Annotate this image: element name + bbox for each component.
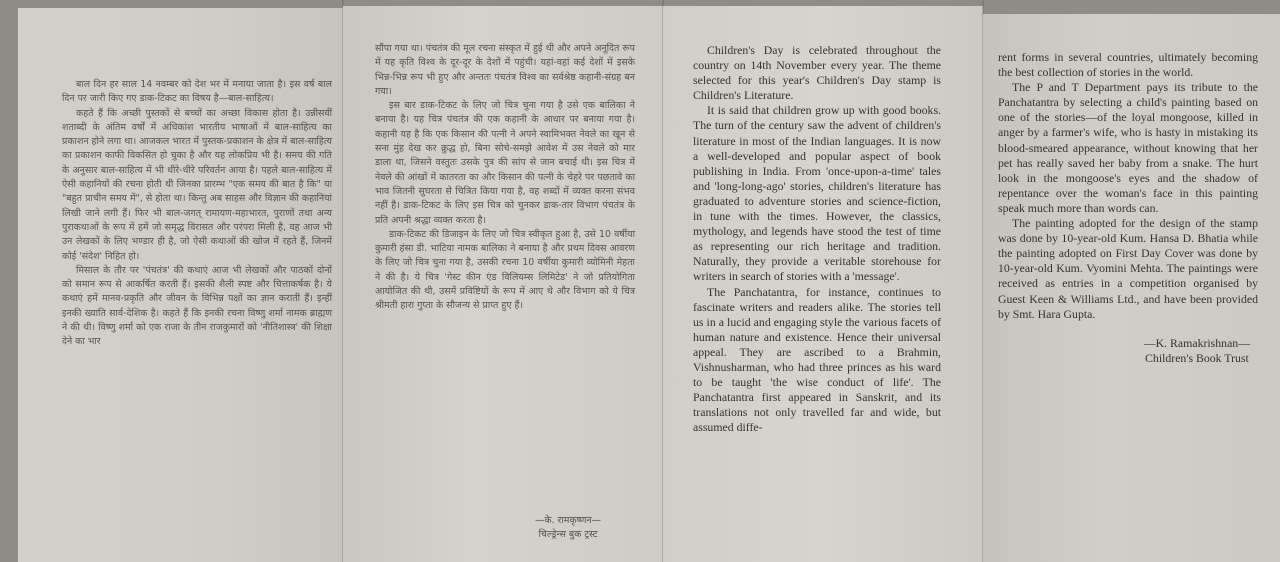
english-left-paragraph: Children's Day is celebrated throughout the country on 14th November every year. The theme selected for this year's Children's Day stamp is Children's Literature.	[693, 43, 941, 103]
english-left-text	[693, 43, 941, 435]
panel-hindi-left	[18, 8, 343, 562]
hindi-right-continuation: सौंपा गया था। पंचतंत्र की मूल रचना संस्कृत में हुई थी और अपने अनूदित रूप में यह कृति विश्व के दूर-दूर के देशों में पहुंची। यहां-वहां कई देशों में इसके भिन्न-भिन्न रूप भी हुए और अन्ततः पंचतंत्र विश्व का सर्वश्रेष्ठ कहानी-संग्रह बन गया।	[375, 43, 635, 97]
english-left-paragraph: It is said that children grow up with good books. The turn of the century saw the advent of children's literature in most of the Indian languages. It is now a well-developed and popular aspect of book publishing in India. From 'once-upon-a-time' tales and 'long-long-ago' stories, children's literature has graduated to adventure stories and science-fiction, in tune with the times. However, the classics, mythology, and legends have stood the test of time as representing our rich heritage and tradition. Naturally, they provide a veritable storehouse for writers in search of stories with a 'message'.	[693, 103, 941, 284]
panel-hindi-right	[343, 6, 663, 562]
english-signature	[998, 336, 1258, 366]
hindi-right-paragraph: इस बार डाक-टिकट के लिए जो चित्र चुना गया है उसे एक बालिका ने बनाया है। यह चित्र पंचतंत्र की एक कहानी के आधार पर बनाया गया है। कहानी यह है कि एक किसान की पत्नी ने अपने स्वामिभक्त नेवले का खून से सना मुंह देख कर क्रुद्ध हो, बिना सोचे-समझे आवेश में उस नेवले को मार डाला था, जिसने वस्तुतः उसके पुत्र की सांप से जान बचाई थी। इस चित्र में नेवले की आंखों में कातरता का और किसान की पत्नी के चेहरे पर पछतावे का भाव जितनी सुघरता से चित्रित किया गया है, वह शब्दों में व्यक्त करना संभव नहीं है। डाक-टिकट के लिए इस चित्र को चुनकर डाक-तार विभाग पंचतंत्र के प्रति अपनी श्रद्धा व्यक्त करता है।	[375, 100, 635, 226]
english-right-continuation: rent forms in several countries, ultimately becoming the best collection of stories in the world.	[998, 50, 1258, 80]
panel-english-left	[663, 6, 983, 562]
hindi-signature	[503, 514, 633, 543]
english-right-paragraph: The painting adopted for the design of the stamp was done by 10-year-old Kum. Hansa D. Bhatia while the painting adopted on First Day Cover was done by 10-year-old Kum. Vyomini Mehta. The paintings were received as entries in a competition organised by Guest Keen & Williams Ltd., and have been provided by Smt. Hara Gupta.	[998, 216, 1258, 321]
hindi-signature-org: चिल्ड्रेन्स बुक ट्रस्ट	[538, 529, 598, 541]
hindi-right-paragraph: डाक-टिकट की डिजाइन के लिए जो चित्र स्वीकृत हुआ है, उसे 10 वर्षीया कुमारी हंसा डी. भाटिया नामक बालिका ने बनाया है और प्रथम दिवस आवरण के लिए जो चित्र चुना गया है, उसकी रचना 10 वर्षीया कुमारी व्योमिनी मेहता ने की है। ये चित्र 'गेस्ट कीन एंड विलियम्स लिमिटेड' ने जो प्रतियोगिता आयोजित की थी, उसमें प्रविष्टियों के रूप में आए थे और विभाग को ये चित्र श्रीमती हारा गुप्ता के सौजन्य से प्राप्त हुए हैं।	[375, 228, 635, 312]
english-signature-org: Children's Book Trust	[1145, 350, 1249, 365]
hindi-left-paragraph: कहते हैं कि अच्छी पुस्तकों से बच्चों का अच्छा विकास होता है। उन्नीसवीं शताब्दी के अंतिम वर्षों में अधिकांश भारतीय भाषाओं में बाल-साहित्य का प्रकाशन होने लगा था। आजकल भारत में पुस्तक-प्रकाशन के क्षेत्र में बाल-साहित्य का प्रकाशन काफी विकसित हो चुका है और यह लोकप्रिय भी है। समय की गति के अनुसार बाल-साहित्य में भी धीरे-धीरे परिवर्तन आया है। पहले बाल-साहित्य में ऐसी कहानियों की रचना होती थी जिनका प्रारम्भ "एक समय की बात है कि" या "बहुत प्राचीन समय में", से होता था। किन्तु अब साहस और विज्ञान की कहानियां लिखी जाने लगी हैं। फिर भी बाल-जगत् रामायण-महाभारत, पुराणों तथा अन्य पुराकथाओं के रूप में हमें जो समृद्ध विरासत और परंपरा मिली है, वह आज भी उन लेखकों के लिए भण्डार ही है, जो ऐसी कथाओं की खोज में रहते हैं, जिनमें कोई 'संदेश' निहित हो।	[62, 107, 332, 262]
hindi-signature-name: —के. रामकृष्णन—	[535, 515, 601, 526]
hindi-left-text	[62, 78, 332, 350]
english-left-paragraph: The Panchatantra, for instance, continues to fascinate writers and readers alike. The stories tell us in a lucid and engaging style the various facets of human nature and existence. Hence their universal appeal. They are ascribed to a Brahmin, Vishnusharman, who had three princes as his ward to be taught 'the wise conduct of life'. The Panchatantra first appeared in Sanskrit, and its translations not only travelled far and wide, but assumed diffe-	[693, 284, 941, 435]
english-right-text	[998, 50, 1258, 366]
panel-english-right	[983, 14, 1280, 562]
english-right-paragraph: The P and T Department pays its tribute to the Panchatantra by selecting a child's painting based on one of the stories—of the loyal mongoose, killed in anger by a farmer's wife, who is hasty in mistaking its blood-smeared appearance, without knowing that her pet has really saved her baby from a snake. The hurt look in the mongoose's eyes and the shadow of repentance over the woman's face in this painting speak much more than words can.	[998, 80, 1258, 215]
hindi-right-text	[375, 42, 635, 314]
hindi-left-paragraph: मिसाल के तौर पर 'पंचतंत्र' की कथाएं आज भी लेखकों और पाठकों दोनों को समान रूप से आकर्षित करती हैं। इसकी शैली स्पष्ट और चित्ताकर्षक है। ये कथाएं हमें मानव-प्रकृति और जीवन के विभिन्न पक्षों का ज्ञान कराती हैं। इन्हीं इनकी ख्याति सार्व-देशिक है। कहते हैं कि इनकी रचना विष्णु शर्मा नामक ब्राह्मण ने की थी। विष्णु शर्मा को एक राजा के तीन राजकुमारों को 'नीतिशास्त्र' की शिक्षा देने का भार	[62, 264, 332, 348]
hindi-left-paragraph: बाल दिन हर साल 14 नवम्बर को देश भर में मनाया जाता है। इस वर्ष बाल दिन पर जारी किए गए डाक-टिकट का विषय है—बाल-साहित्य।	[62, 79, 332, 105]
english-signature-name: —K. Ramakrishnan—	[1143, 335, 1250, 350]
